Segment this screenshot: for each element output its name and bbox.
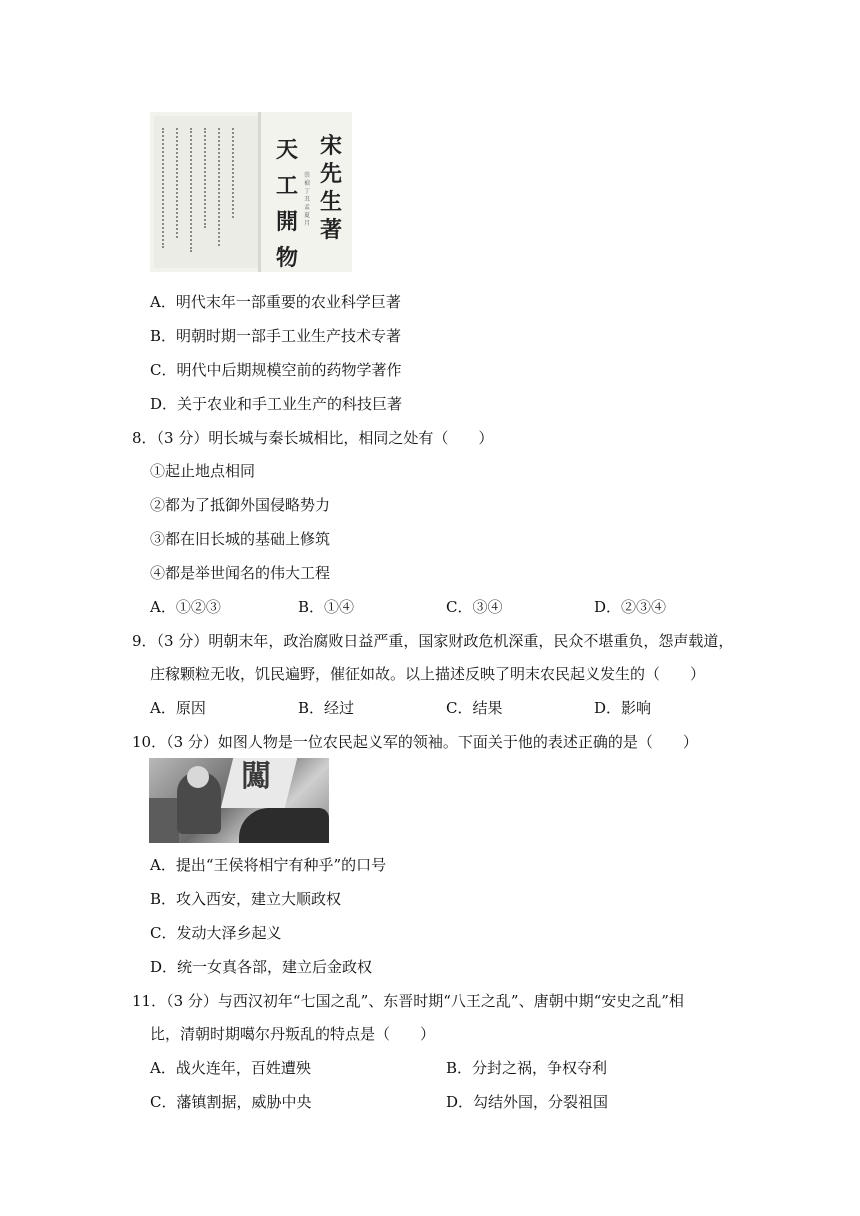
book-cover-image	[150, 112, 352, 272]
book-spine	[258, 112, 261, 272]
q10-option-c: C．发动大泽乡起义	[150, 924, 282, 942]
q8-option-d: D．②③④	[594, 598, 667, 616]
q8-option-c: C．③④	[446, 598, 503, 616]
q8-option-a: A．①②③	[150, 598, 221, 616]
q9-option-c: C．结果	[446, 699, 503, 717]
q8-stem: 8．（3 分）明长城与秦长城相比，相同之处有（ ）	[132, 429, 494, 447]
q9-stem-line2: 庄稼颗粒无收，饥民遍野，催征如故。以上描述反映了明末农民起义发生的（ ）	[150, 665, 706, 683]
q11-option-b: B．分封之祸，争权夺利	[446, 1059, 608, 1077]
scene-crowd	[149, 798, 179, 843]
book-small-print: 崇禎丁丑孟夏月	[304, 172, 311, 227]
rebel-leader-image	[149, 758, 329, 843]
q10-option-a: A．提出“王侯将相宁有种乎”的口号	[150, 856, 387, 874]
q9-option-b: B．经过	[298, 699, 355, 717]
q9-option-d: D．影响	[594, 699, 652, 717]
q7-option-c: C．明代中后期规模空前的药物学著作	[150, 361, 402, 379]
q9-stem-line1: 9．（3 分）明朝末年，政治腐败日益严重，国家财政危机深重，民众不堪重负，怨声载道，	[132, 632, 734, 650]
q11-stem-line2: 比，清朝时期噶尔丹叛乱的特点是（ ）	[150, 1025, 436, 1043]
book-title: 天工開物	[276, 137, 299, 271]
q11-option-d: D．勾结外国，分裂祖国	[446, 1093, 609, 1111]
text-column	[162, 128, 168, 248]
q7-option-a: A．明代末年一部重要的农业科学巨著	[150, 293, 401, 311]
scene-horse	[239, 808, 329, 843]
q11-option-a: A．战火连年，百姓遭殃	[150, 1059, 311, 1077]
q8-item-2: ②都为了抵御外国侵略势力	[150, 496, 331, 514]
flag-character: 闖	[241, 759, 271, 794]
q8-item-4: ④都是举世闻名的伟大工程	[150, 564, 331, 582]
text-column	[190, 128, 196, 252]
q10-option-d: D．统一女真各部，建立后金政权	[150, 958, 373, 976]
q9-option-a: A．原因	[150, 699, 206, 717]
book-author: 宋先生著	[320, 133, 343, 243]
q7-option-b: B．明朝时期一部手工业生产技术专著	[150, 327, 402, 345]
q8-option-b: B．①④	[298, 598, 355, 616]
q7-option-d: D．关于农业和手工业生产的科技巨著	[150, 395, 403, 413]
q10-option-b: B．攻入西安，建立大顺政权	[150, 890, 342, 908]
text-column	[176, 128, 182, 238]
q10-stem: 10．（3 分）如图人物是一位农民起义军的领袖。下面关于他的表述正确的是（ ）	[132, 733, 698, 751]
q11-stem-line1: 11．（3 分）与西汉初年“七国之乱”、东晋时期“八王之乱”、唐朝中期“安史之乱”相	[132, 992, 684, 1010]
scene-rider-head	[187, 766, 209, 788]
q8-item-3: ③都在旧长城的基础上修筑	[150, 530, 331, 548]
q8-item-1: ①起止地点相同	[150, 462, 256, 480]
q11-option-c: C．藩镇割据，威胁中央	[150, 1093, 312, 1111]
text-column	[232, 128, 238, 218]
text-column	[218, 128, 224, 246]
text-column	[204, 128, 210, 228]
